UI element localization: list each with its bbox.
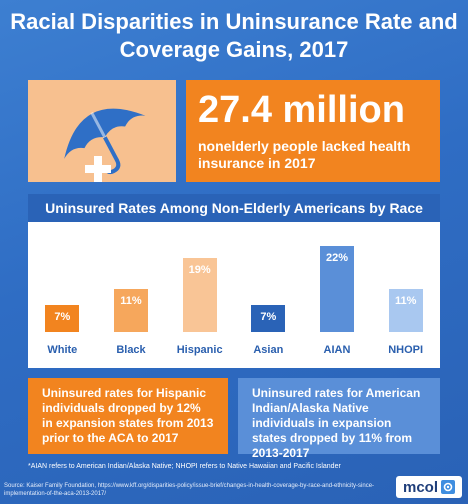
category-label: NHOPI (388, 344, 424, 356)
page-title: Racial Disparities in Uninsurance Rate and Coverage Gains, 2017 (10, 9, 458, 62)
headline-panel (186, 80, 440, 182)
category-label: Asian (253, 344, 284, 356)
mcol-logo-icon (441, 480, 455, 494)
aian-callout: Uninsured rates for American Indian/Alaska Native individuals in expansion states dropped by 11% from 2013-2017 (238, 378, 440, 454)
bar-value-label: 11% (394, 295, 417, 307)
bar-value-label: 7% (54, 311, 71, 323)
umbrella-panel (28, 80, 176, 182)
source-citation: Source: Kaiser Family Foundation, https://www.kff.org/disparities-policy/issue-brief/changes-in-health-coverage-by-race-and-ethnicity-since-implementation-of-the-aca-2013-2017/ (4, 483, 375, 497)
bar-value-label: 22% (325, 252, 349, 264)
headline-description: nonelderly people lacked health insurance in 2017 (198, 138, 411, 171)
footnote: *AIAN refers to American Indian/Alaska Native; NHOPI refers to Native Hawaiian and Pacific Islander (28, 463, 341, 470)
hispanic-callout: Uninsured rates for Hispanic individuals dropped by 12% in expansion states from 2013 prior to the ACA to 2017 (28, 378, 228, 454)
chart-title: Uninsured Rates Among Non-Elderly Americans by Race (28, 194, 440, 222)
bar-value-label: 11% (120, 295, 142, 307)
category-label: AIAN (323, 344, 351, 356)
umbrella-plus-icon (28, 80, 176, 182)
category-label: Hispanic (176, 344, 223, 356)
headline-stat: 27.4 million (198, 89, 405, 131)
logo-text: mcol (402, 478, 438, 496)
category-label: Black (116, 344, 146, 356)
bar-chart (28, 222, 440, 368)
mcol-logo (396, 476, 462, 498)
category-label: White (47, 344, 78, 356)
bar-value-label: 19% (188, 264, 211, 276)
bar-value-label: 7% (260, 311, 277, 323)
